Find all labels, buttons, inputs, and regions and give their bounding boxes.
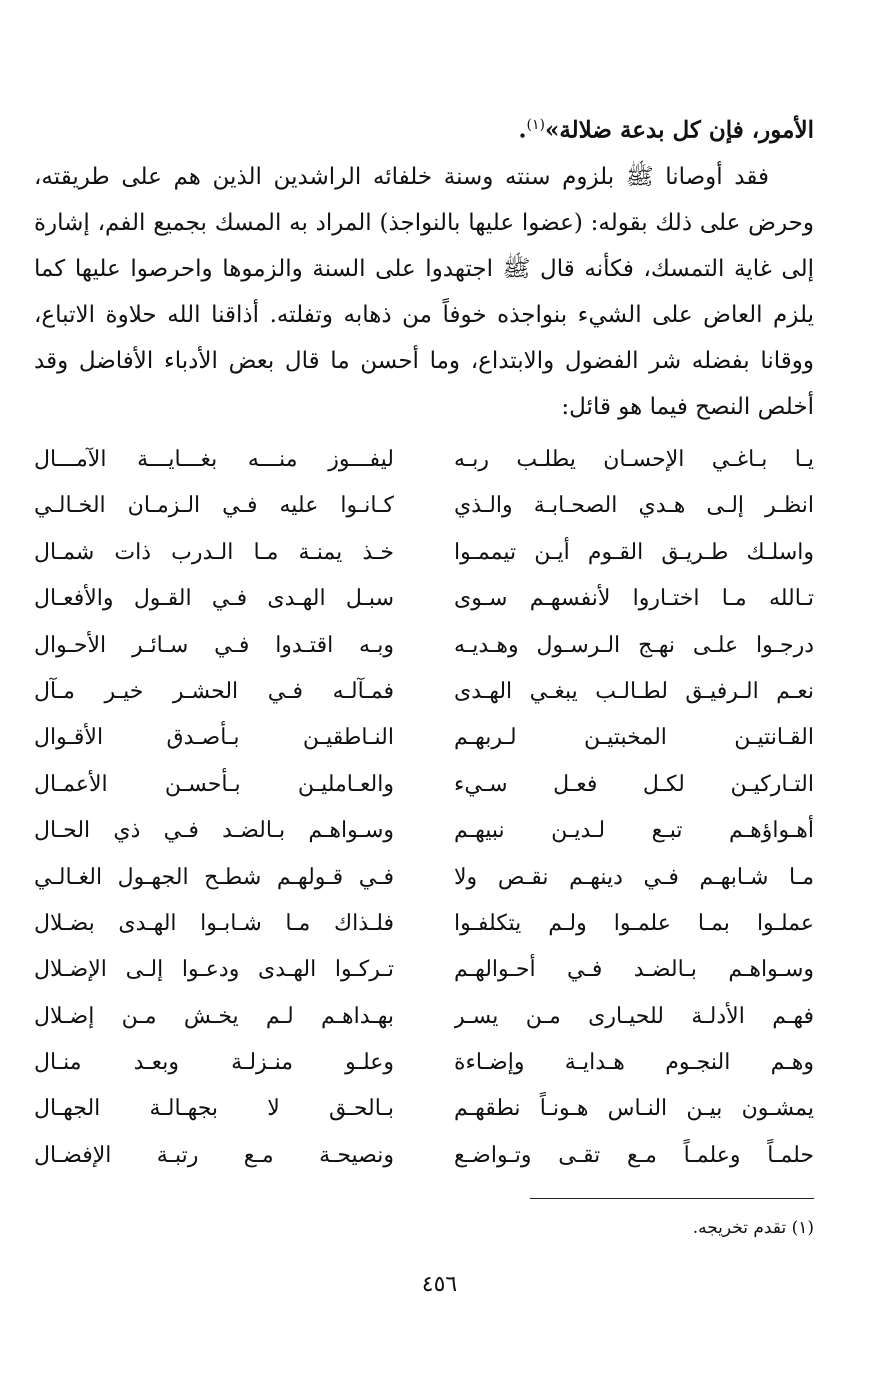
- poem-verse: [34, 947, 814, 993]
- poem-verse: [34, 808, 814, 854]
- verse-second-hemistich: فـي قـولهـم شطـح الجهـول الغـالـي: [34, 864, 394, 890]
- prose-first-line: [34, 102, 814, 154]
- footnote: (١) تقدم تخريجه.: [692, 1218, 814, 1238]
- verse-first-hemistich: وسـواهـم بـالضـد فـي أحـوالهـم: [454, 957, 814, 983]
- prose-paragraph: فقد أوصانا ﷺ بلزوم سنته وسنة خلفائه الراشدين الذين هم على طريقته، وحرض على ذلك بقوله: (عضوا عليها بالنواجذ) المراد به المسك بجميع الفم، إشارة إلى غاية التمسك، فكأنه قال ﷺ اجتهدوا على السنة والزموها واحرصوا عليها كما يلزم العاض على الشيء بنواجذه خوفاً من ذهابه وتفلته. أذاقنا الله حلاوة الاتباع، ووقانا بفضله شر الفضول والابتداع، وما أحسن ما قال بعض الأدباء الأفاضل وقد أخلص النصح فيما هو قائل:: [34, 163, 814, 420]
- verse-first-hemistich: التـاركيـن لكـل فعـل سـيء: [454, 771, 814, 797]
- verse-first-hemistich: انظـر إلـى هـدي الصحـابـة والـذي: [454, 493, 814, 519]
- verse-first-hemistich: واسلـك طـريـق القـوم أيـن تيممـوا: [454, 539, 814, 565]
- poem-verse: [34, 715, 814, 761]
- verse-second-hemistich: كـانـوا عليه فـي الـزمـان الخـالـي: [34, 493, 394, 519]
- verse-first-hemistich: أهـواؤهـم تبـع لـديـن نبيهـم: [454, 818, 814, 844]
- poem-verse: [34, 1133, 814, 1179]
- footnote-reference: (١): [526, 117, 545, 133]
- verse-second-hemistich: فمـآلـه فـي الحشـر خيـر مـآل: [34, 678, 394, 704]
- prose-block: [34, 102, 814, 430]
- poem: [34, 437, 814, 1179]
- poem-verse: [34, 901, 814, 947]
- verse-second-hemistich: وعلـو منـزلـة وبعـد منـال: [34, 1050, 394, 1076]
- prose-line-text: الأمور، فإن كل بدعة ضلالة»: [544, 116, 814, 144]
- poem-verse: [34, 623, 814, 669]
- verse-second-hemistich: بهـداهـم لـم يخـش مـن إضـلال: [34, 1003, 394, 1029]
- verse-second-hemistich: ونصيحـة مـع رتبـة الإفضـال: [34, 1142, 394, 1168]
- verse-second-hemistich: خـذ يمنـة مـا الـدرب ذات شمـال: [34, 539, 394, 565]
- verse-second-hemistich: والعـامليـن بـأحسـن الأعمـال: [34, 771, 394, 797]
- poem-verse: [34, 669, 814, 715]
- verse-first-hemistich: درجـوا علـى نهـج الـرسـول وهـديـه: [454, 632, 814, 658]
- poem-verse: [34, 1040, 814, 1086]
- poem-verse: [34, 576, 814, 622]
- poem-verse: [34, 483, 814, 529]
- poem-verse: [34, 762, 814, 808]
- poem-verse: [34, 530, 814, 576]
- verse-first-hemistich: القـانتيـن المخبتيـن لـربهـم: [454, 725, 814, 751]
- verse-second-hemistich: ليفـــوز منـــه بغـــايـــة الآمـــال: [34, 447, 394, 472]
- verse-second-hemistich: تـركـوا الهـدى ودعـوا إلـى الإضـلال: [34, 957, 394, 983]
- poem-verse: [34, 855, 814, 901]
- verse-first-hemistich: تـالله مـا اختـاروا لأنفسهـم سـوى: [454, 586, 814, 612]
- verse-first-hemistich: عملـوا بمـا علمـوا ولـم يتكلفـوا: [454, 910, 814, 936]
- verse-first-hemistich: يمشـون بيـن النـاس هـونـاً نطقهـم: [454, 1096, 814, 1122]
- verse-second-hemistich: وبـه اقتـدوا فـي سـائـر الأحـوال: [34, 632, 394, 658]
- verse-second-hemistich: سبـل الهـدى فـي القـول والأفعـال: [34, 586, 394, 612]
- verse-second-hemistich: فلـذاك مـا شـابـوا الهـدى بضـلال: [34, 910, 394, 936]
- verse-second-hemistich: بـالحـق لا بجهـالـة الجهـال: [34, 1096, 394, 1122]
- verse-first-hemistich: وهـم النجـوم هـدايـة وإضـاءة: [454, 1050, 814, 1076]
- verse-first-hemistich: مـا شـابهـم فـي دينهـم نقـص ولا: [454, 864, 814, 890]
- poem-verse: [34, 994, 814, 1040]
- poem-verse: [34, 1086, 814, 1132]
- verse-first-hemistich: فهـم الأدلـة للحيـارى مـن يسـر: [454, 1003, 814, 1029]
- verse-first-hemistich: يـا بـاغـي الإحسـان يطلـب ربـه: [454, 447, 814, 472]
- prose-line-end: .: [518, 116, 527, 144]
- verse-second-hemistich: وسـواهـم بـالضـد فـي ذي الحـال: [34, 818, 394, 844]
- page-number: ٤٥٦: [421, 1272, 458, 1297]
- verse-first-hemistich: حلمـاً وعلمـاً مـع تقـى وتـواضـع: [454, 1142, 814, 1168]
- poem-verse: [34, 437, 814, 483]
- verse-first-hemistich: نعـم الـرفيـق لطـالـب يبغـي الهـدى: [454, 678, 814, 704]
- footnote-divider: [530, 1198, 814, 1199]
- verse-second-hemistich: النـاطقيـن بـأصـدق الأقـوال: [34, 725, 394, 751]
